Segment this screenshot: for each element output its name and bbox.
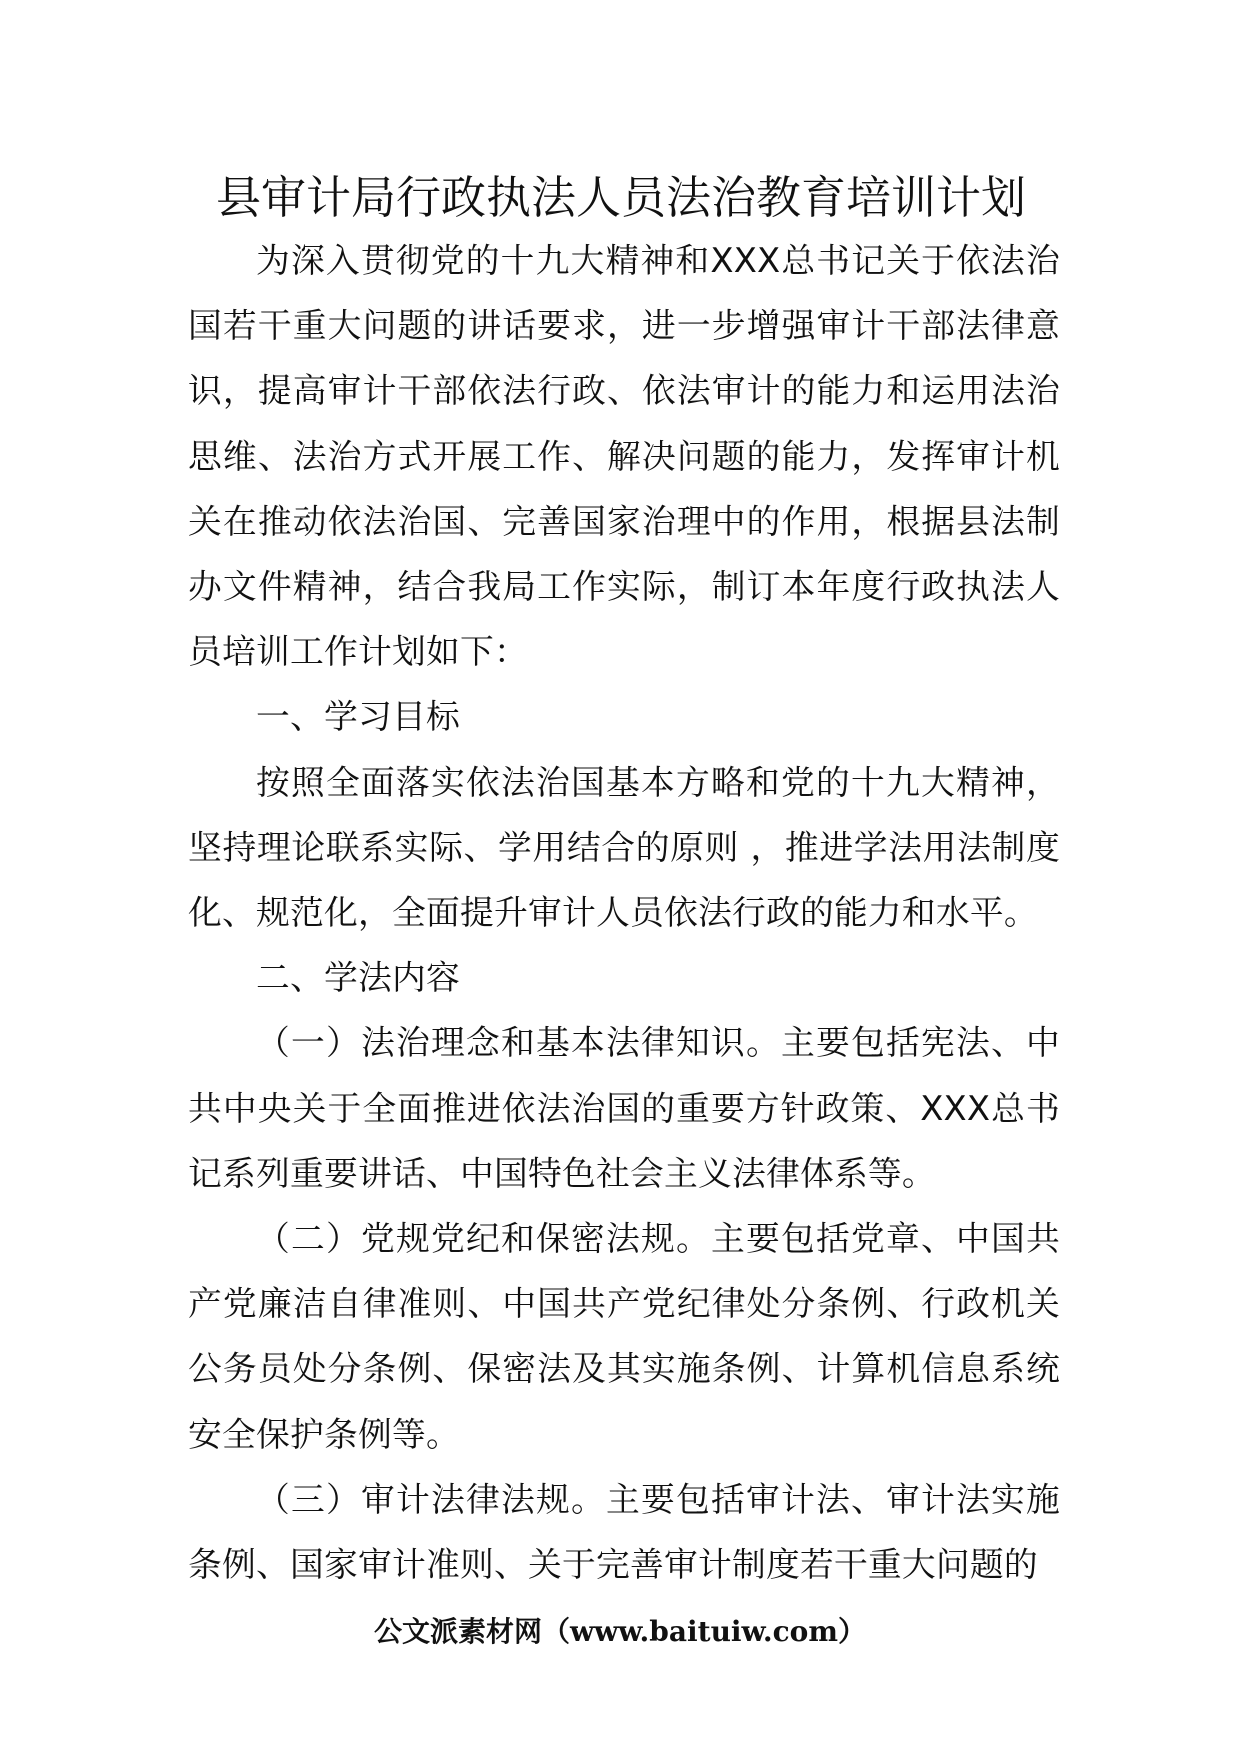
document-title: 县审计局行政执法人员法治教育培训计划: [215, 171, 1026, 224]
paragraph-content-2: （二）党规党纪和保密法规。主要包括党章、中国共产党廉洁自律准则、中国共产党纪律处分条例、行政机关公务员处分条例、保密法及其实施条例、计算机信息系统安全保护条例等。: [188, 1219, 1060, 1454]
section-heading-content: 二、学法内容: [256, 958, 460, 998]
paragraph-content-3: （三）审计法律法规。主要包括审计法、审计法实施条例、国家审计准则、关于完善审计制度若干重大问题的: [188, 1479, 1060, 1585]
section-heading-goals: 一、学习目标: [256, 697, 460, 737]
footer-watermark: 公文派素材网（www.baituiw.com）: [374, 1615, 866, 1648]
document-page: [188, 165, 1060, 1597]
paragraph-intro: 为深入贯彻党的十九大精神和XXX总书记关于依法治国若干重大问题的讲话要求，进一步增强审计干部法律意识，提高审计干部依法行政、依法审计的能力和运用法治思维、法治方式开展工作、解决问题的能力，发挥审计机关在推动依法治国、完善国家治理中的作用，根据县法制办文件精神，结合我局工作实际，制订本年度行政执法人员培训工作计划如下：: [188, 241, 1060, 672]
paragraph-goals: 按照全面落实依法治国基本方略和党的十九大精神，坚持理论联系实际、学用结合的原则 ，推进学法用法制度化、规范化，全面提升审计人员依法行政的能力和水平。: [188, 762, 1060, 933]
paragraph-content-1: （一）法治理念和基本法律知识。主要包括宪法、中共中央关于全面推进依法治国的重要方针政策、XXX总书记系列重要讲话、中国特色社会主义法律体系等。: [188, 1023, 1060, 1193]
